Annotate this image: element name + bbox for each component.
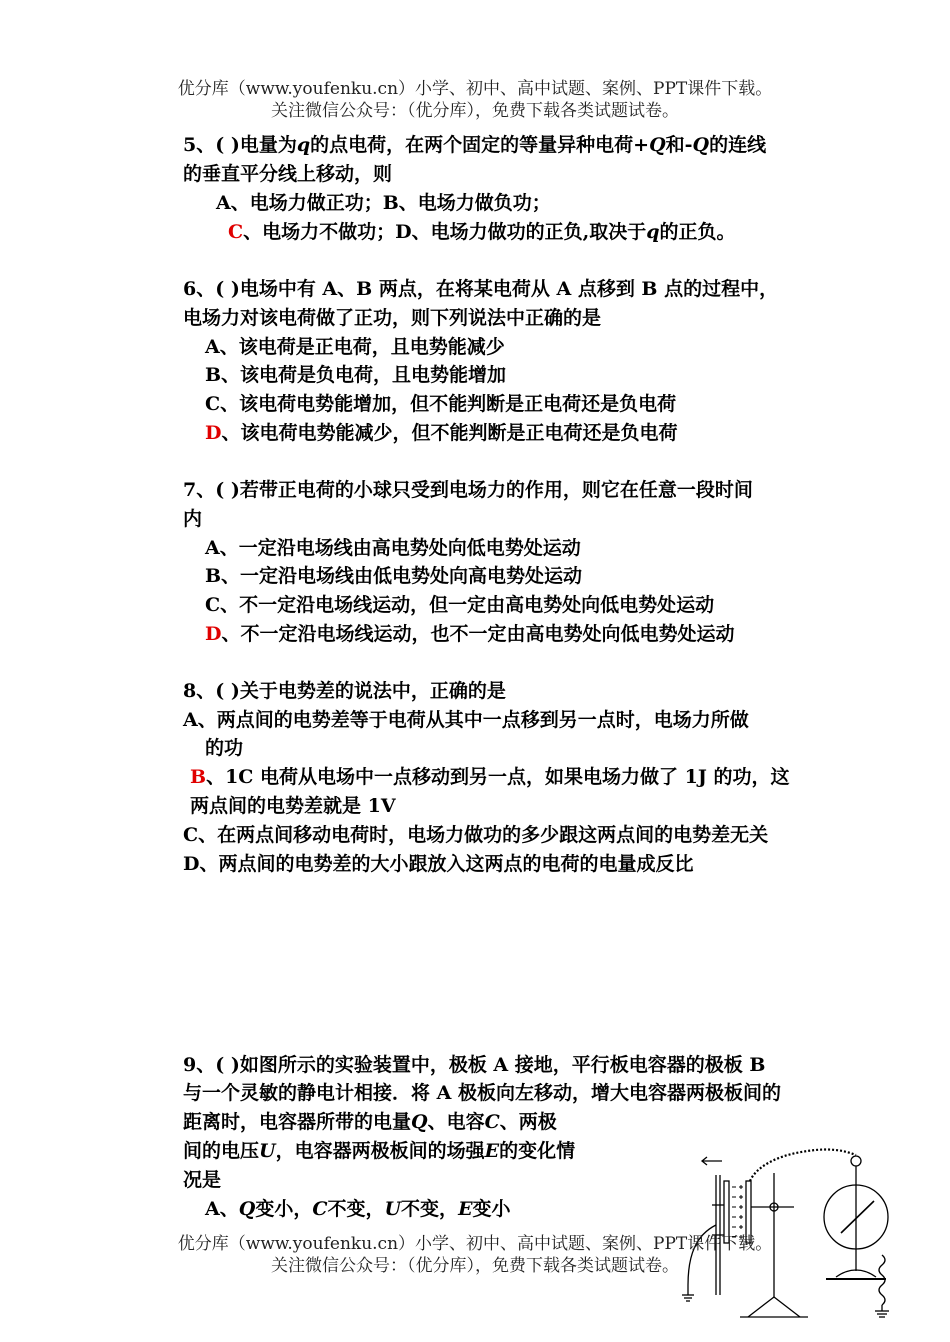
option-text: 变小 xyxy=(472,1198,511,1220)
answer-letter: C xyxy=(228,221,244,243)
var-C: C xyxy=(484,1111,500,1133)
q9-text: 距离时，电容器所带的电量 xyxy=(183,1111,412,1133)
q6-line2: 电场力对该电荷做了正功，则下列说法中正确的是 xyxy=(183,307,602,329)
q6-option-a: A、该电荷是正电荷，且电势能减少 xyxy=(205,336,505,358)
connecting-wire xyxy=(750,1150,856,1182)
page-header-line1: 优分库（www.youfenku.cn）小学、初中、高中试题、案例、PPT课件下载。 xyxy=(177,79,773,99)
charge-marks xyxy=(732,1185,743,1239)
q8-option-c: C、在两点间移动电荷时，电场力做功的多少跟这两点间的电势差无关 xyxy=(183,824,769,846)
q7-option-b: B、一定沿电场线由低电势处向高电势处运动 xyxy=(205,565,583,587)
option-letter: A、 xyxy=(205,1198,239,1220)
option-text: 不变， xyxy=(401,1198,459,1220)
var-Q: Q xyxy=(411,1111,428,1133)
q5-line2: 的垂直平分线上移动，则 xyxy=(183,163,393,185)
var-q: q xyxy=(296,134,311,156)
q7-option-c: C、不一定沿电场线运动，但一定由高电势处向低电势处运动 xyxy=(205,594,715,616)
q5-options-ab: A、电场力做正功；B、电场力做负功； xyxy=(216,192,551,214)
option-text: 、该电荷电势能减少，但不能判断是正电荷还是负电荷 xyxy=(221,422,678,444)
answer-letter: B xyxy=(190,766,207,788)
q9-line3 xyxy=(183,1108,883,1137)
q9-text: 的变化情 xyxy=(499,1140,576,1162)
q7-option-a: A、一定沿电场线由高电势处向低电势处运动 xyxy=(205,537,581,559)
q8-option-a-line2: 的功 xyxy=(205,737,244,759)
q7-option-d xyxy=(205,620,905,649)
q5-text: 的连线 xyxy=(709,134,767,156)
answer-letter: D xyxy=(205,623,222,645)
ground-icon xyxy=(875,1305,889,1317)
option-text: 、不一定沿电场线运动，也不一定由高电势处向低电势处运动 xyxy=(221,623,735,645)
ground-icon xyxy=(682,1285,694,1301)
option-text: 的正负。 xyxy=(659,221,736,243)
q9-text: ，电容器两极板间的场强 xyxy=(275,1140,485,1162)
q6-option-b: B、该电荷是负电荷，且电势能增加 xyxy=(205,364,507,386)
var-E: E xyxy=(484,1140,500,1162)
option-text: 变小， xyxy=(255,1198,313,1220)
q9-text: 间的电压 xyxy=(183,1140,260,1162)
left-arrow-icon xyxy=(702,1157,722,1165)
q5-option-c-d xyxy=(228,218,928,247)
page-footer-line1: 优分库（www.youfenku.cn）小学、初中、高中试题、案例、PPT课件下载。 xyxy=(177,1234,773,1254)
var-U: U xyxy=(259,1140,276,1162)
answer-letter: D xyxy=(205,422,222,444)
q5-text: 和- xyxy=(665,134,693,156)
var-Q: Q xyxy=(649,134,666,156)
var-E: E xyxy=(458,1198,473,1220)
q5-text: 的点电荷，在两个固定的等量异种电荷+ xyxy=(310,134,650,156)
q9-line5: 况是 xyxy=(183,1169,222,1191)
q9-text: 、电容 xyxy=(427,1111,485,1133)
q7-line1: 7、( )若带正电荷的小球只受到电场力的作用，则它在任意一段时间 xyxy=(183,479,753,501)
var-U: U xyxy=(384,1198,402,1220)
q9-text: 、两极 xyxy=(499,1111,557,1133)
var-C: C xyxy=(312,1198,328,1220)
q6-option-d xyxy=(205,419,905,448)
option-text: 、1C 电荷从电场中一点移动到另一点，如果电场力做了 1J 的功，这 xyxy=(206,766,790,788)
option-text: 、电场力不做功；D、电场力做功的正负,取决于 xyxy=(243,221,647,243)
q8-option-b-line1 xyxy=(190,763,890,792)
q5-number: 5、( ) xyxy=(183,134,240,156)
q5-text: 电量为 xyxy=(239,134,297,156)
var-Q: Q xyxy=(692,134,710,156)
q5-line1 xyxy=(183,131,883,160)
var-q: q xyxy=(646,221,660,243)
q6-line1: 6、( )电场中有 A、B 两点，在将某电荷从 A 点移到 B 点的过程中， xyxy=(183,278,779,300)
q9-line1: 9、( )如图所示的实验装置中，极板 A 接地，平行板电容器的极板 B xyxy=(183,1054,766,1076)
page-footer-line2: 关注微信公众号：（优分库），免费下载各类试题试卷。 xyxy=(271,1256,679,1276)
q8-option-b-line2: 两点间的电势差就是 1V xyxy=(190,795,396,817)
page-header-line2: 关注微信公众号：（优分库），免费下载各类试题试卷。 xyxy=(271,101,679,121)
q9-line2: 与一个灵敏的静电计相接．将 A 极板向左移动，增大电容器两极板间的 xyxy=(183,1082,781,1104)
q7-line2: 内 xyxy=(183,508,203,530)
q8-option-a-line1: A、两点间的电势差等于电荷从其中一点移到另一点时，电场力所做 xyxy=(183,709,749,731)
option-text: 不变， xyxy=(327,1198,385,1220)
q6-option-c: C、该电荷电势能增加，但不能判断是正电荷还是负电荷 xyxy=(205,393,677,415)
q8-option-d: D、两点间的电势差的大小跟放入这两点的电荷的电量成反比 xyxy=(183,853,694,875)
var-Q: Q xyxy=(238,1198,256,1220)
q8-line1: 8、( )关于电势差的说法中，正确的是 xyxy=(183,680,506,702)
